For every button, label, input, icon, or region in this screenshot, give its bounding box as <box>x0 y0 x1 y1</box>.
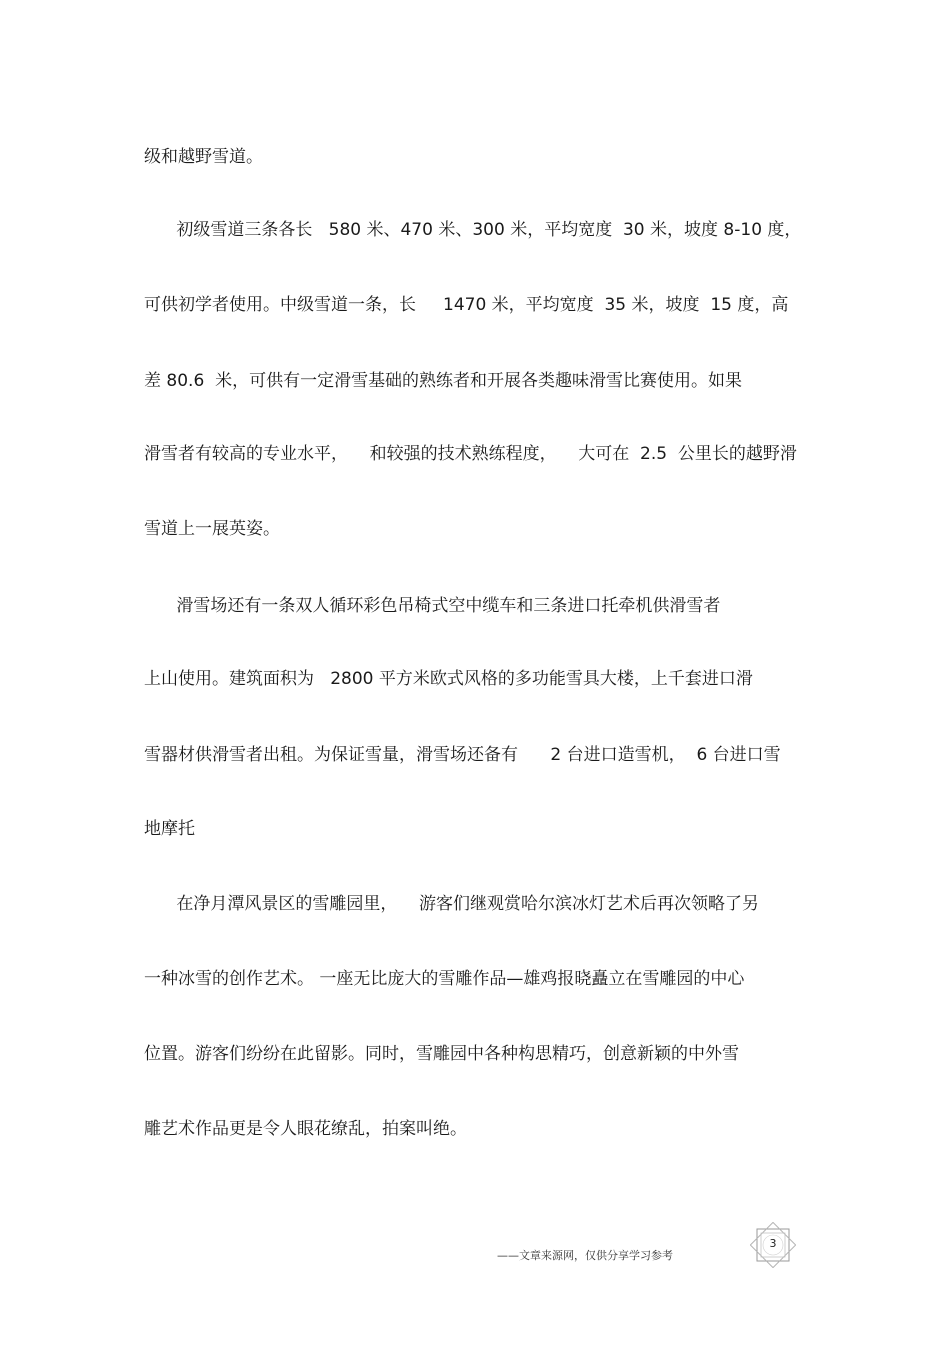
body-text-line-10: 地摩托 <box>144 819 195 839</box>
body-text-line-8: 上山使用。建筑面积为 2800 平方米欧式风格的多功能雪具大楼，上千套进口滑 <box>144 669 753 689</box>
body-text-line-5: 滑雪者有较高的专业水平， 和较强的技术熟练程度， 大可在 2.5 公里长的越野滑 <box>144 444 797 464</box>
body-text-line-9: 雪器材供滑雪者出租。为保证雪量，滑雪场还备有 2 台进口造雪机， 6 台进口雪 <box>144 745 781 765</box>
page-number-badge <box>750 1222 796 1268</box>
body-text-line-2: 初级雪道三条各长 580 米、470 米、300 米，平均宽度 30 米，坡度 8-10 度， <box>144 220 802 240</box>
body-text-line-11: 在净月潭风景区的雪雕园里， 游客们继观赏哈尔滨冰灯艺术后再次领略了另 <box>144 894 760 914</box>
body-text-line-14: 雕艺术作品更是令人眼花缭乱，拍案叫绝。 <box>144 1119 467 1139</box>
body-text-line-13: 位置。游客们纷纷在此留影。同时，雪雕园中各种构思精巧，创意新颖的中外雪 <box>144 1044 739 1064</box>
body-text-line-12: 一种冰雪的创作艺术。 一座无比庞大的雪雕作品—雄鸡报晓矗立在雪雕园的中心 <box>144 969 745 989</box>
body-text-line-3: 可供初学者使用。中级雪道一条，长 1470 米，平均宽度 35 米，坡度 15 度，高 <box>144 295 789 315</box>
footer-source-note: ——文章来源网，仅供分享学习参考 <box>497 1249 673 1262</box>
body-text-line-1: 级和越野雪道。 <box>144 147 263 167</box>
body-text-line-6: 雪道上一展英姿。 <box>144 519 280 539</box>
page-number: 3 <box>769 1237 777 1250</box>
body-text-line-4: 差 80.6 米，可供有一定滑雪基础的熟练者和开展各类趣味滑雪比赛使用。如果 <box>144 371 743 391</box>
body-text-line-7: 滑雪场还有一条双人循环彩色吊椅式空中缆车和三条进口托牵机供滑雪者 <box>144 596 721 616</box>
